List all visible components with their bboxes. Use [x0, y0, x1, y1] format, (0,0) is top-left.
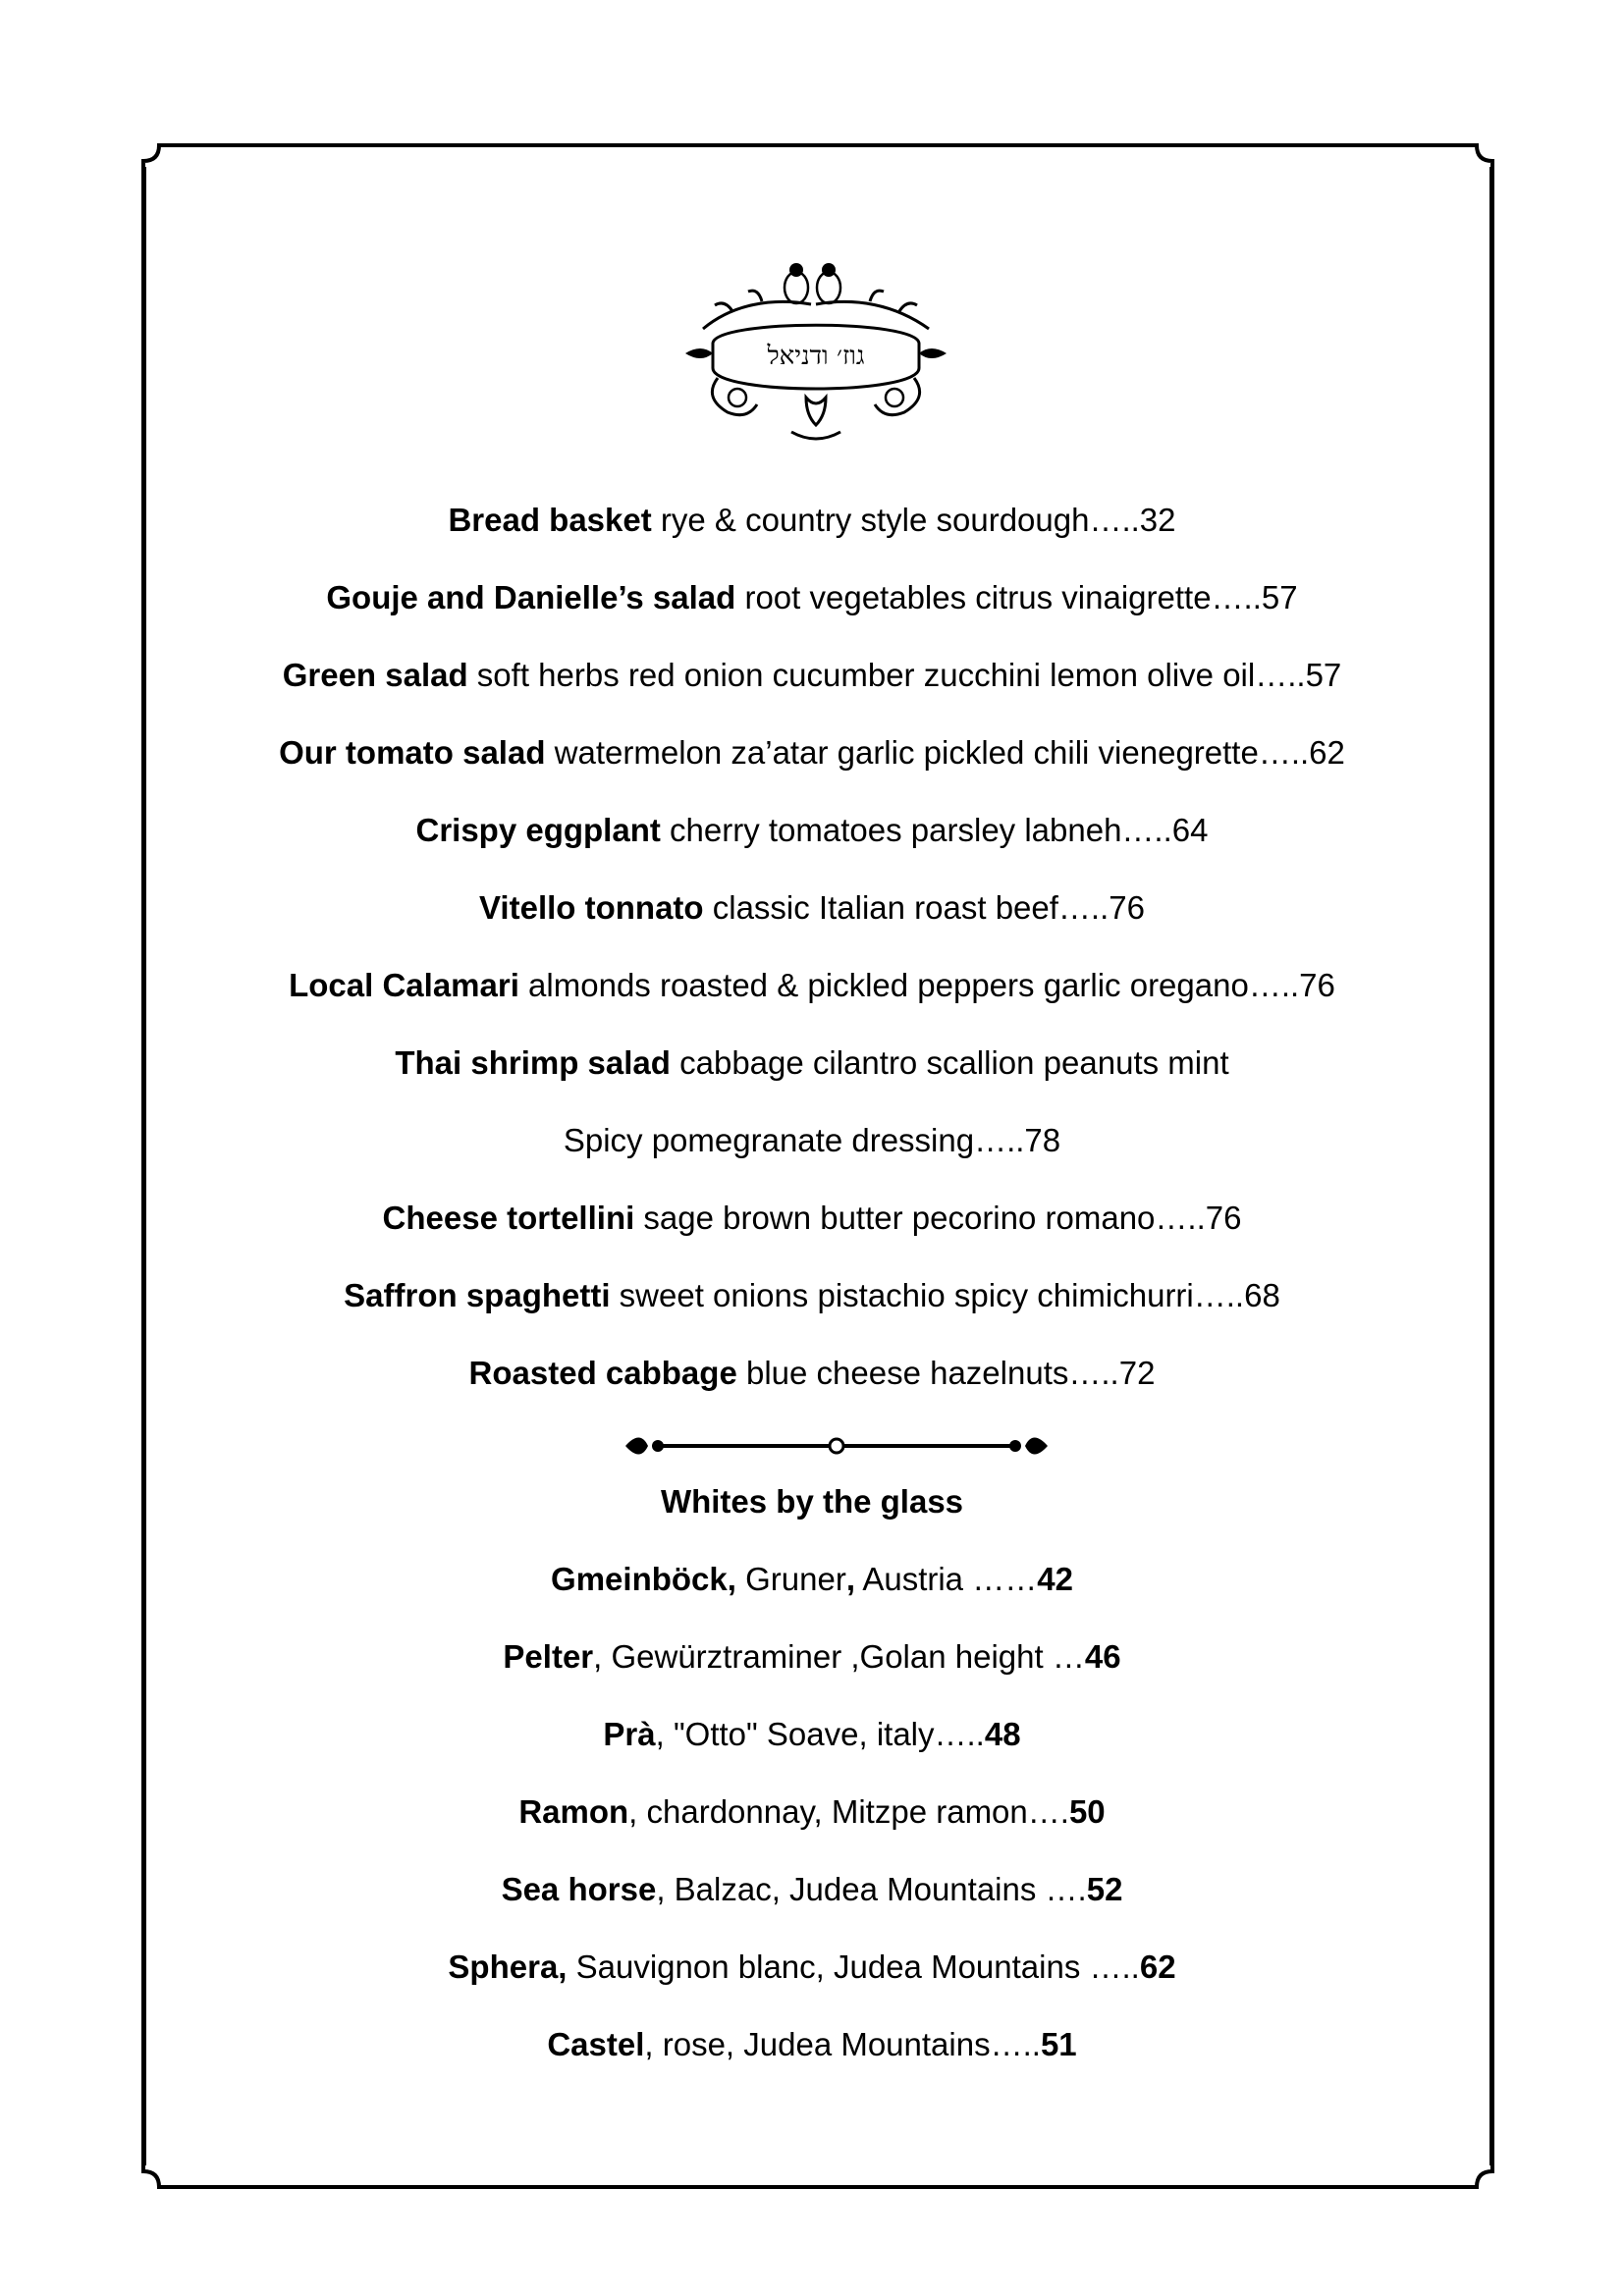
wine-price: 50 — [1068, 1793, 1106, 1830]
dish-description: cherry tomatoes parsley labneh….. — [660, 812, 1172, 848]
dish-price: 78 — [1024, 1122, 1061, 1158]
dish-price: 68 — [1244, 1277, 1280, 1313]
menu-item — [0, 888, 1624, 928]
section-divider — [621, 1421, 1053, 1470]
dish-price: 57 — [1261, 579, 1298, 615]
wine-details: Gruner — [735, 1561, 846, 1597]
dish-name: Our tomato salad — [279, 734, 546, 771]
wine-details: , chardonnay, Mitzpe ramon…. — [628, 1793, 1069, 1830]
dish-name: Local Calamari — [289, 967, 519, 1003]
wine-item — [0, 1715, 1624, 1754]
dish-description: watermelon za’atar garlic pickled chili vienegrette….. — [545, 734, 1310, 771]
wine-price: 46 — [1084, 1638, 1121, 1675]
wine-item — [0, 1870, 1624, 1909]
dish-name: Gouje and Danielle’s salad — [326, 579, 736, 615]
wine-producer: Ramon — [518, 1793, 629, 1830]
dish-price: 57 — [1305, 657, 1342, 693]
menu-item — [0, 1276, 1624, 1315]
wine-item — [0, 1792, 1624, 1832]
dish-price: 72 — [1118, 1355, 1156, 1391]
dish-name: Thai shrimp salad — [395, 1044, 671, 1081]
ornamental-crest-icon — [674, 250, 958, 447]
dish-description: sweet onions pistachio spicy chimichurri….. — [610, 1277, 1245, 1313]
dish-price: 64 — [1171, 812, 1209, 848]
wine-price: 52 — [1086, 1871, 1123, 1907]
dish-price: 62 — [1309, 734, 1345, 771]
menu-item — [0, 1354, 1624, 1393]
dish-description: Spicy pomegranate dressing….. — [563, 1122, 1025, 1158]
dish-description: blue cheese hazelnuts….. — [736, 1355, 1119, 1391]
menu-item — [0, 733, 1624, 773]
wine-details: Austria …… — [854, 1561, 1038, 1597]
wine-item — [0, 1948, 1624, 1987]
dish-description: rye & country style sourdough….. — [651, 502, 1140, 538]
wine-price: 51 — [1040, 2026, 1077, 2062]
wine-item — [0, 2025, 1624, 2064]
menu-item — [0, 578, 1624, 617]
menu-item — [0, 656, 1624, 695]
menu-item — [0, 501, 1624, 540]
restaurant-logo — [674, 250, 958, 447]
dish-name: Bread basket — [448, 502, 652, 538]
dish-price: 76 — [1299, 967, 1335, 1003]
dish-name: Saffron spaghetti — [344, 1277, 611, 1313]
wine-producer: Castel — [547, 2026, 645, 2062]
wine-price: 48 — [984, 1716, 1021, 1752]
dish-name: Cheese tortellini — [382, 1200, 635, 1236]
menu-item — [0, 811, 1624, 850]
wine-details: , rose, Judea Mountains….. — [644, 2026, 1041, 2062]
wine-section-heading: Whites by the glass — [660, 1483, 964, 1520]
wine-producer: Gmeinböck, — [551, 1561, 736, 1597]
wine-producer: Sea horse — [501, 1871, 657, 1907]
wine-producer: Sphera, — [448, 1949, 568, 1985]
dish-price: 76 — [1205, 1200, 1242, 1236]
wine-producer: Pelter — [503, 1638, 594, 1675]
wine-details: , Gewürztraminer ,Golan height … — [593, 1638, 1085, 1675]
wine-punct: , — [845, 1561, 855, 1597]
wine-details: , "Otto" Soave, italy….. — [655, 1716, 985, 1752]
wine-producer: Prà — [603, 1716, 656, 1752]
dish-name: Crispy eggplant — [415, 812, 661, 848]
wine-price: 42 — [1037, 1561, 1073, 1597]
ornament-divider-icon — [621, 1421, 1053, 1470]
menu-item — [0, 1043, 1624, 1083]
dish-description: root vegetables citrus vinaigrette….. — [735, 579, 1262, 615]
dish-description: sage brown butter pecorino romano….. — [634, 1200, 1206, 1236]
wine-details: Sauvignon blanc, Judea Mountains ….. — [567, 1949, 1140, 1985]
dish-description: classic Italian roast beef….. — [703, 889, 1110, 926]
dish-description: cabbage cilantro scallion peanuts mint — [670, 1044, 1229, 1081]
logo-text: גוז׳ ודניאל — [767, 342, 865, 371]
wine-item — [0, 1560, 1624, 1599]
dish-name: Vitello tonnato — [479, 889, 704, 926]
menu-item-continuation — [0, 1121, 1624, 1160]
dish-description: almonds roasted & pickled peppers garlic oregano….. — [518, 967, 1300, 1003]
wine-item — [0, 1637, 1624, 1677]
dish-name: Roasted cabbage — [468, 1355, 737, 1391]
dish-name: Green salad — [282, 657, 468, 693]
wine-price: 62 — [1139, 1949, 1176, 1985]
wine-details: , Balzac, Judea Mountains …. — [656, 1871, 1087, 1907]
menu-item — [0, 1199, 1624, 1238]
dish-price: 76 — [1109, 889, 1145, 926]
dish-price: 32 — [1139, 502, 1176, 538]
menu-item — [0, 966, 1624, 1005]
dish-description: soft herbs red onion cucumber zucchini lemon olive oil….. — [467, 657, 1306, 693]
